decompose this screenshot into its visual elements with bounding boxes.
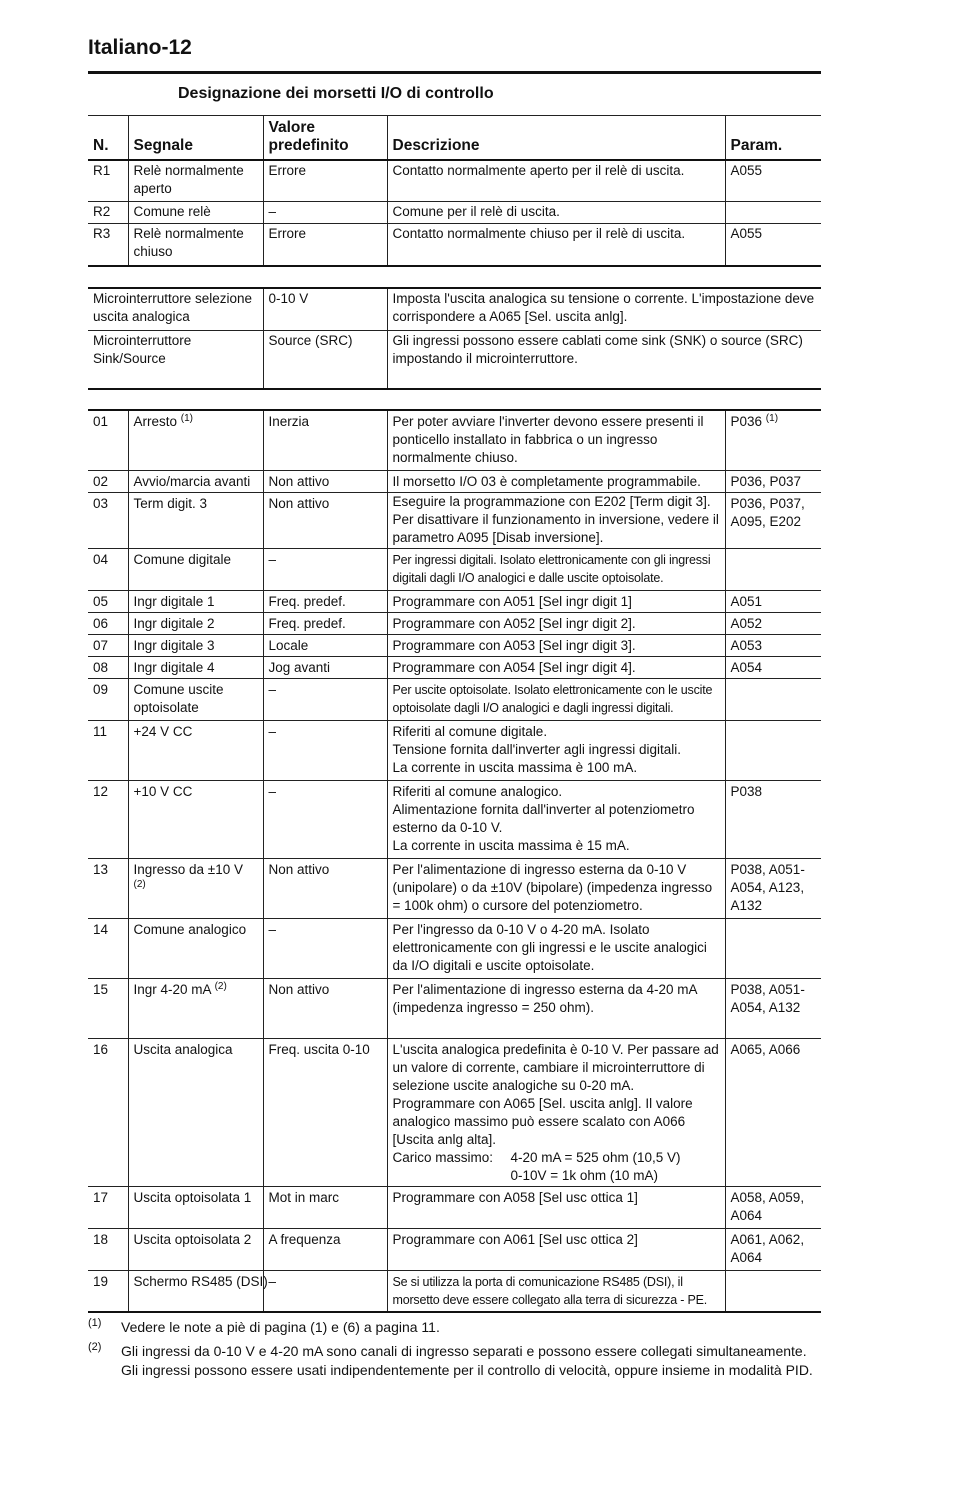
footnote-line: Gli ingressi da 0-10 V e 4-20 mA sono canali di ingresso separati e possono essere collegati simultaneamente. xyxy=(121,1343,807,1359)
cell-param: P038, A051-A054, A123, A132 xyxy=(725,858,821,918)
cell-no: 16 xyxy=(93,1041,109,1057)
table-row xyxy=(88,612,821,634)
table-row xyxy=(88,590,821,612)
cell-signal: Relè normalmente chiuso xyxy=(128,224,263,266)
cell-signal: Comune analogico xyxy=(128,918,263,978)
param-label: P036 xyxy=(730,414,763,429)
cell-no: 05 xyxy=(93,593,109,609)
table-row xyxy=(88,470,821,492)
cell-param: A058, A059, A064 xyxy=(725,1186,821,1228)
cell-default: Non attivo xyxy=(263,470,387,492)
cell-description: Per ingressi digitali. Isolato elettronicamente con gli ingressi digitali dagli I/O analogici e dalle uscite optoisolate. xyxy=(387,548,725,590)
cell-no: 01 xyxy=(93,414,109,429)
cell-no: 15 xyxy=(93,981,109,997)
cell-param xyxy=(725,720,821,780)
description-line: La corrente in uscita massima è 100 mA. xyxy=(392,759,638,775)
cell-description: Per poter avviare l'inverter devono essere presenti il ponticello installato in fabbrica o un ingresso normalmente chiuso. xyxy=(387,410,725,470)
cell-signal: Term digit. 3 xyxy=(128,492,263,548)
load-value: 4-20 mA = 525 ohm (10,5 V) xyxy=(510,1149,681,1165)
header-signal: Segnale xyxy=(128,116,263,160)
cell-param: A052 xyxy=(725,612,821,634)
description-line: La corrente in uscita massima è 15 mA. xyxy=(392,837,630,853)
cell-signal xyxy=(128,410,263,470)
table-row xyxy=(88,918,821,978)
cell-no: 09 xyxy=(93,681,109,697)
footnote-text: Vedere le note a piè di pagina (1) e (6) a pagina 11. xyxy=(121,1319,440,1335)
header-default-line1: Valore xyxy=(268,118,316,136)
cell-default: Errore xyxy=(263,224,387,266)
cell-description: Programmare con A058 [Sel usc ottica 1] xyxy=(387,1186,725,1228)
cell-signal: Uscita optoisolata 2 xyxy=(128,1228,263,1270)
cell-default: Freq. uscita 0-10 xyxy=(263,1038,387,1186)
signal-label: Ingr 4-20 mA xyxy=(133,981,211,997)
cell-no: 17 xyxy=(93,1189,109,1205)
cell-param xyxy=(725,918,821,978)
table-row xyxy=(88,656,821,678)
cell-no: R2 xyxy=(93,204,111,219)
table-row xyxy=(88,1228,821,1270)
load-value: 0-10V = 1k ohm (10 mA) xyxy=(510,1167,658,1183)
cell-param xyxy=(725,548,821,590)
cell-no: 12 xyxy=(93,783,109,799)
cell-param: P036, P037 xyxy=(725,470,821,492)
cell-param: A065, A066 xyxy=(725,1038,821,1186)
cell-param xyxy=(725,410,821,470)
footnote-ref: (1) xyxy=(765,413,779,424)
footnote-text xyxy=(121,1342,841,1380)
cell-description: Il morsetto I/O 03 è completamente programmabile. xyxy=(387,470,725,492)
cell-signal xyxy=(128,978,263,1038)
footnote-ref: (2) xyxy=(133,878,146,890)
cell-default: – xyxy=(263,548,387,590)
footnote-line: Gli ingressi possono essere usati indipendentemente per il controllo di velocità, oppure insieme in modalità PID. xyxy=(121,1362,813,1378)
cell-no: R1 xyxy=(93,162,111,178)
cell-param: P036, P037, A095, E202 xyxy=(725,492,821,548)
table-row xyxy=(88,678,821,720)
cell-default: Non attivo xyxy=(263,858,387,918)
table-row xyxy=(88,780,821,858)
page-title: Italiano-12 xyxy=(88,36,192,59)
cell-no: 08 xyxy=(93,659,109,675)
cell-no: 06 xyxy=(93,615,109,631)
cell-no: 18 xyxy=(93,1231,109,1247)
cell-default: Source (SRC) xyxy=(263,330,387,389)
cell-param: A054 xyxy=(725,656,821,678)
cell-no: 13 xyxy=(93,861,109,877)
header-default xyxy=(263,116,387,160)
cell-signal: +10 V CC xyxy=(128,780,263,858)
table-row xyxy=(88,634,821,656)
load-label: Carico massimo: xyxy=(392,1149,494,1165)
cell-default: Jog avanti xyxy=(263,656,387,678)
cell-param: P038, A051-A054, A132 xyxy=(725,978,821,1038)
cell-no: 03 xyxy=(93,495,109,511)
cell-signal: Avvio/marcia avanti xyxy=(128,470,263,492)
cell-description: Per l'alimentazione di ingresso esterna da 4-20 mA (impedenza ingresso = 250 ohm). xyxy=(387,978,725,1038)
cell-default: A frequenza xyxy=(263,1228,387,1270)
table-row xyxy=(88,288,821,330)
cell-signal xyxy=(128,858,263,918)
cell-signal: Microinterruttore selezione uscita analogica xyxy=(93,291,253,324)
cell-param: A055 xyxy=(725,224,821,266)
cell-param: A053 xyxy=(725,634,821,656)
cell-description: Imposta l'uscita analogica su tensione o corrente. L'impostazione deve corrispondere a A065 [Sel. uscita anlg]. xyxy=(387,288,821,330)
cell-signal: Microinterruttore Sink/Source xyxy=(93,332,192,366)
table-row xyxy=(88,858,821,918)
footnote-mark: (2) xyxy=(88,1341,102,1353)
cell-default: Freq. predef. xyxy=(263,612,387,634)
table-row xyxy=(88,410,821,470)
table-row xyxy=(88,1186,821,1228)
header-description: Descrizione xyxy=(387,116,725,160)
cell-description: Programmare con A053 [Sel ingr digit 3]. xyxy=(387,634,725,656)
cell-description: Programmare con A051 [Sel ingr digit 1] xyxy=(387,590,725,612)
cell-param xyxy=(725,202,821,224)
table-row xyxy=(88,1038,821,1186)
cell-description: Per l'alimentazione di ingresso esterna da 0-10 V (unipolare) o da ±10V (bipolare) (impedenza ingresso = 100k ohm) o cursore del potenziometro. xyxy=(387,858,725,918)
relay-terminal-table xyxy=(88,115,821,267)
cell-default: Non attivo xyxy=(263,978,387,1038)
cell-description: Contatto normalmente chiuso per il relè di uscita. xyxy=(387,224,725,266)
cell-signal: Ingr digitale 2 xyxy=(128,612,263,634)
cell-param: A061, A062, A064 xyxy=(725,1228,821,1270)
header-no: N. xyxy=(93,136,109,154)
cell-param xyxy=(725,1270,821,1312)
section-title: Designazione dei morsetti I/O di controllo xyxy=(178,85,494,102)
description-line: Alimentazione fornita dall'inverter al potenziometro esterno da 0-10 V. xyxy=(392,801,695,835)
cell-signal: Ingr digitale 4 xyxy=(128,656,263,678)
cell-param: P038 xyxy=(725,780,821,858)
cell-description: Programmare con A061 [Sel usc ottica 2] xyxy=(387,1228,725,1270)
description-text: L'uscita analogica predefinita è 0-10 V. Per passare ad un valore di corrente, cambiare il microinterruttore di selezione uscite analogiche su 0-20 mA. Programmare con A065 [Sel. uscita anlg]. Il valore analogico massimo può essere scalato con A066 [Uscita anlg alta]. xyxy=(392,1041,719,1147)
cell-default: – xyxy=(263,780,387,858)
cell-default: Inerzia xyxy=(263,410,387,470)
cell-default: – xyxy=(263,720,387,780)
cell-description xyxy=(387,780,725,858)
cell-description xyxy=(387,1038,725,1186)
cell-default: Freq. predef. xyxy=(263,590,387,612)
cell-default: Errore xyxy=(263,160,387,202)
signal-label: Arresto xyxy=(133,414,178,429)
cell-param: A051 xyxy=(725,590,821,612)
header-default-line2: predefinito xyxy=(268,136,349,154)
cell-description: Eseguire la programmazione con E202 [Term digit 3]. Per disattivare il funzionamento in inversione, vedere il parametro A095 [Disab inversione]. xyxy=(387,492,725,548)
cell-no: 11 xyxy=(93,723,108,739)
cell-no: 19 xyxy=(93,1273,109,1289)
table-row xyxy=(88,720,821,780)
load-line xyxy=(393,1149,720,1167)
cell-description: Per uscite optoisolate. Isolato elettronicamente con le uscite optoisolate dagli I/O analogici e dagli ingressi digitali. xyxy=(387,678,725,720)
cell-signal: Uscita optoisolata 1 xyxy=(128,1186,263,1228)
io-terminal-table xyxy=(88,409,821,1313)
cell-description: Comune per il relè di uscita. xyxy=(387,202,725,224)
cell-default: 0-10 V xyxy=(263,288,387,330)
table-row xyxy=(88,492,821,548)
table-row xyxy=(88,202,821,224)
header-param: Param. xyxy=(725,116,821,160)
cell-description: Contatto normalmente aperto per il relè di uscita. xyxy=(387,160,725,202)
footnote-ref: (2) xyxy=(214,980,227,992)
cell-signal: Relè normalmente aperto xyxy=(128,160,263,202)
cell-signal: Comune digitale xyxy=(128,548,263,590)
cell-description: Programmare con A054 [Sel ingr digit 4]. xyxy=(387,656,725,678)
cell-default: – xyxy=(263,678,387,720)
signal-label: Ingresso da ±10 V xyxy=(133,861,243,877)
cell-description: Se si utilizza la porta di comunicazione RS485 (DSI), il morsetto deve essere collegato alla terra di sicurezza - PE. xyxy=(387,1270,725,1312)
cell-signal: Comune relè xyxy=(128,202,263,224)
table-row xyxy=(88,1270,821,1312)
table-row xyxy=(88,548,821,590)
cell-default: Locale xyxy=(263,634,387,656)
footnote-ref: (1) xyxy=(180,413,194,424)
cell-param xyxy=(725,678,821,720)
table-row xyxy=(88,330,821,389)
load-line xyxy=(393,1167,720,1185)
cell-signal: +24 V CC xyxy=(128,720,263,780)
switch-table xyxy=(88,287,821,390)
cell-description: Per l'ingresso da 0-10 V o 4-20 mA. Isolato elettronicamente con gli ingressi e le uscite analogici da I/O digitali e uscite optoisolate. xyxy=(387,918,725,978)
cell-param: A055 xyxy=(725,160,821,202)
table-row xyxy=(88,978,821,1038)
cell-signal: Comune uscite optoisolate xyxy=(128,678,263,720)
cell-no: 02 xyxy=(93,473,109,489)
description-line: Riferiti al comune analogico. xyxy=(392,783,563,799)
cell-description: Programmare con A052 [Sel ingr digit 2]. xyxy=(387,612,725,634)
cell-description: Gli ingressi possono essere cablati come sink (SNK) o source (SRC) impostando il microinterruttore. xyxy=(387,330,821,389)
description-line: Tensione fornita dall'inverter agli ingressi digitali. xyxy=(392,741,681,757)
cell-signal: Schermo RS485 (DSI) xyxy=(128,1270,263,1312)
footnote-mark: (1) xyxy=(88,1317,102,1329)
description-line: Riferiti al comune digitale. xyxy=(392,723,548,739)
table-header-row xyxy=(88,116,821,160)
cell-description xyxy=(387,720,725,780)
cell-default: – xyxy=(263,918,387,978)
cell-no: R3 xyxy=(93,226,111,241)
cell-default: – xyxy=(263,202,387,224)
header-rule xyxy=(88,71,821,74)
cell-no: 07 xyxy=(93,637,109,653)
cell-no: 14 xyxy=(93,921,109,937)
cell-default: Non attivo xyxy=(263,492,387,548)
cell-signal: Ingr digitale 1 xyxy=(128,590,263,612)
cell-no: 04 xyxy=(93,551,109,567)
cell-signal: Ingr digitale 3 xyxy=(128,634,263,656)
table-row xyxy=(88,160,821,202)
cell-default: – xyxy=(263,1270,387,1312)
cell-default: Mot in marc xyxy=(263,1186,387,1228)
cell-signal: Uscita analogica xyxy=(128,1038,263,1186)
table-row xyxy=(88,224,821,266)
